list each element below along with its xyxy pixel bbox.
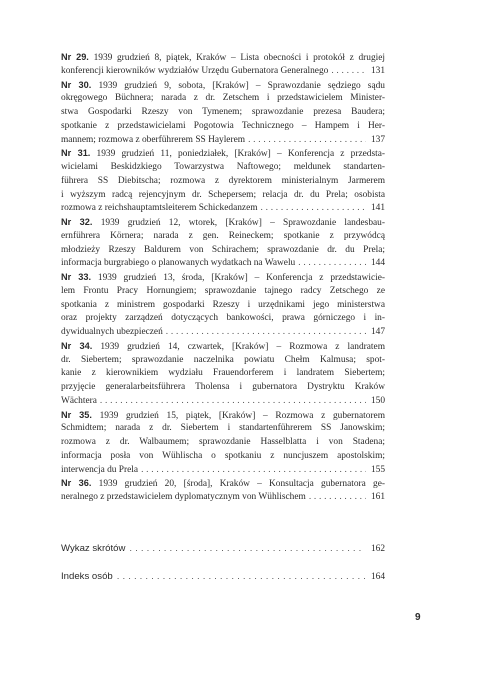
toc-entry-line — [61, 450, 385, 464]
entry-text: 1939 grudzień 12, wtorek, [Kraków] – Sprawozdanie landesbau- — [100, 218, 385, 228]
toc-entry-line — [61, 202, 385, 216]
dot-leader — [166, 326, 366, 340]
entry-page-number: 155 — [370, 464, 385, 475]
entry-number: Nr 29. — [61, 52, 89, 62]
toc-entry-line — [61, 244, 385, 258]
section-page-number: 164 — [370, 572, 385, 582]
toc-entry-line — [61, 436, 385, 450]
entry-text: rozmowa z reichshauptamtsleiterem Schickedanzem — [61, 203, 258, 214]
dot-leader — [117, 571, 365, 582]
entry-text: 1939 grudzień 15, piątek, [Kraków] – Rozmowa z gubernatorem — [99, 410, 386, 421]
entry-text: mannem; rozmowa z oberführerem SS Haylerem — [61, 134, 246, 145]
toc-entry-line — [61, 216, 385, 230]
toc-entry-line — [61, 354, 385, 368]
entry-text: spotkania z ministrem gospodarki Rzeszy i urzędnikami jego ministerstwa — [61, 299, 385, 310]
section-page-number: 162 — [370, 544, 385, 554]
page-number: 9 — [415, 612, 421, 623]
toc-entry-line — [61, 161, 385, 175]
section-title: Wykaz skrótów — [61, 543, 126, 554]
dot-leader — [129, 543, 365, 554]
entry-text: stwa Gospodarki Rzeszy von Tymenem; sprawozdanie prezesa Baudera; — [61, 107, 385, 117]
entry-number: Nr 34. — [61, 340, 93, 351]
dot-leader — [248, 134, 366, 148]
entry-text: młodzieży Rzeszy Baldurem von Schirachem; sprawozdanie dr. du Prela; — [61, 244, 385, 255]
toc-section[interactable] — [61, 571, 385, 582]
entry-text: i wyższym radcą rejencyjnym dr. Schepersem; relacja dr. du Prela; osobista — [61, 189, 385, 200]
entry-page-number: 131 — [370, 65, 385, 76]
toc-entry-line — [61, 395, 385, 409]
toc-entry-line — [61, 147, 385, 161]
entry-text: dr. Siebertem; sprawozdanie naczelnika powiatu Chełm Kalmusa; spot- — [61, 354, 385, 365]
entry-page-number: 144 — [370, 258, 385, 269]
toc-entry-line — [61, 175, 385, 189]
entry-number: Nr 36. — [61, 478, 92, 489]
entry-text: Wächtera — [61, 395, 97, 406]
entry-page-number: 147 — [370, 327, 385, 337]
section-title: Indeks osób — [61, 571, 113, 582]
toc-entry-line — [61, 92, 385, 106]
toc-entry-line — [61, 65, 385, 79]
toc-entry-line — [61, 367, 385, 381]
entry-page-number: 137 — [370, 134, 385, 145]
entry-text: interwencja du Prela — [61, 464, 139, 475]
entry-number: Nr 33. — [61, 272, 92, 282]
toc-entry-line — [61, 285, 385, 299]
entry-text: 1939 grudzień 11, poniedziałek, [Kraków] – Konferencja z przedsta- — [96, 149, 385, 160]
entry-text: spotkanie z przedstawicielami Pogotowia Technicznego – Hampem i Her- — [61, 120, 385, 131]
entry-text: 1939 grudzień 9, sobota, [Kraków] – Sprawozdanie sędziego sądu — [98, 80, 385, 91]
toc-entry-line — [61, 189, 385, 203]
entry-text: ernführera Körnera; narada z gen. Reineckem; spotkanie z przywódcą — [61, 230, 385, 241]
entry-text: oraz projekty zarządzeń dotyczących bankowości, prawa górniczego i in- — [61, 313, 385, 324]
toc-entry-line — [61, 106, 385, 120]
toc-entry-line — [61, 51, 385, 65]
toc-entry-line — [61, 409, 385, 423]
entry-text: 1939 grudzień 20, [środa], Kraków – Konsultacja gubernatora ge- — [98, 479, 385, 490]
entry-text: konferencji kierowników wydziałów Urzędu Gubernatora Generalnego — [61, 65, 329, 76]
toc-entry-line — [61, 271, 385, 285]
entry-text: dywidualnych ubezpieczeń — [61, 327, 163, 337]
entry-text: rozmowa z dr. Walbaumem; sprawozdanie Hasselblatta i von Stadena; — [61, 437, 385, 447]
toc-entry[interactable] — [61, 79, 385, 148]
dot-leader — [331, 65, 366, 79]
toc-entry-line — [61, 381, 385, 395]
toc-entry[interactable] — [61, 51, 385, 79]
toc-entry[interactable] — [61, 477, 385, 505]
dot-leader — [261, 202, 366, 216]
entry-number: Nr 35. — [61, 409, 92, 420]
entry-number: Nr 31. — [61, 148, 91, 159]
entry-text: lem Frontu Pracy Hornungiem; sprawozdanie tajnego radcy Zetschego ze — [61, 285, 385, 296]
dot-leader — [309, 491, 366, 505]
toc-entry-line — [61, 422, 385, 436]
toc-entry-line — [61, 477, 385, 491]
toc-entry[interactable] — [61, 409, 385, 478]
entry-text: 1939 grudzień 13, środa, [Kraków] – Konferencja z przedstawicie- — [97, 273, 385, 283]
toc-entry[interactable] — [61, 147, 385, 216]
toc-entry-line — [61, 326, 385, 340]
toc-entry-line — [61, 120, 385, 134]
toc-entry-line — [61, 491, 385, 505]
entry-page-number: 161 — [370, 492, 385, 502]
toc-entry[interactable] — [61, 216, 385, 271]
toc-entry-line — [61, 299, 385, 313]
dot-leader — [298, 257, 366, 271]
toc-entry-line — [61, 79, 385, 93]
entry-page-number: 141 — [370, 203, 385, 214]
dot-leader — [100, 395, 366, 409]
entry-text: neralnego z przedstawicielem dyplomatycznym von Wühlischem — [61, 492, 306, 502]
toc-entry-line — [61, 340, 385, 354]
entry-text: Schmidtem; narada z dr. Siebertem i standartenführerem SS Janowskim; — [61, 423, 385, 434]
entry-text: kanie z kierownikiem wydziału Frauendorferem i landratem Siebertem; — [61, 368, 385, 379]
entry-text: wicielami Beskidzkiego Towarzystwa Naftowego; meldunek standarten- — [61, 162, 385, 172]
toc-entry[interactable] — [61, 271, 385, 340]
entry-text: 1939 grudzień 14, czwartek, [Kraków] – Rozmowa z landratem — [100, 341, 385, 352]
toc-entry-line — [61, 134, 385, 148]
toc-entry-line — [61, 230, 385, 244]
entry-text: führera SS Diebitscha; rozmowa z dyrektorem ministerialnym Jarmerem — [61, 175, 385, 186]
entry-number: Nr 32. — [61, 217, 93, 227]
entry-text: informacja posła von Wühlischa o spotkaniu z nuncjuszem apostolskim; — [61, 450, 385, 461]
toc-entry-line — [61, 257, 385, 271]
entry-text: przyjęcie generalarbeitsführera Tholensa i gubernatora Dystryktu Kraków — [61, 382, 385, 392]
entry-text: 1939 grudzień 8, piątek, Kraków – Lista obecności i protokół z drugiej — [93, 53, 386, 63]
entry-number: Nr 30. — [61, 79, 92, 90]
entry-text: okręgowego Büchnera; narada z dr. Zetschem i przedstawicielem Minister- — [61, 93, 385, 104]
entry-text: informacja burgrabiego o planowanych wydatkach na Wawelu — [61, 258, 296, 269]
dot-leader — [141, 464, 366, 478]
toc-entry-line — [61, 312, 385, 326]
toc-entry-line — [61, 464, 385, 478]
toc-section[interactable] — [61, 543, 385, 554]
entry-page-number: 150 — [370, 395, 385, 406]
toc-entry[interactable] — [61, 340, 385, 409]
